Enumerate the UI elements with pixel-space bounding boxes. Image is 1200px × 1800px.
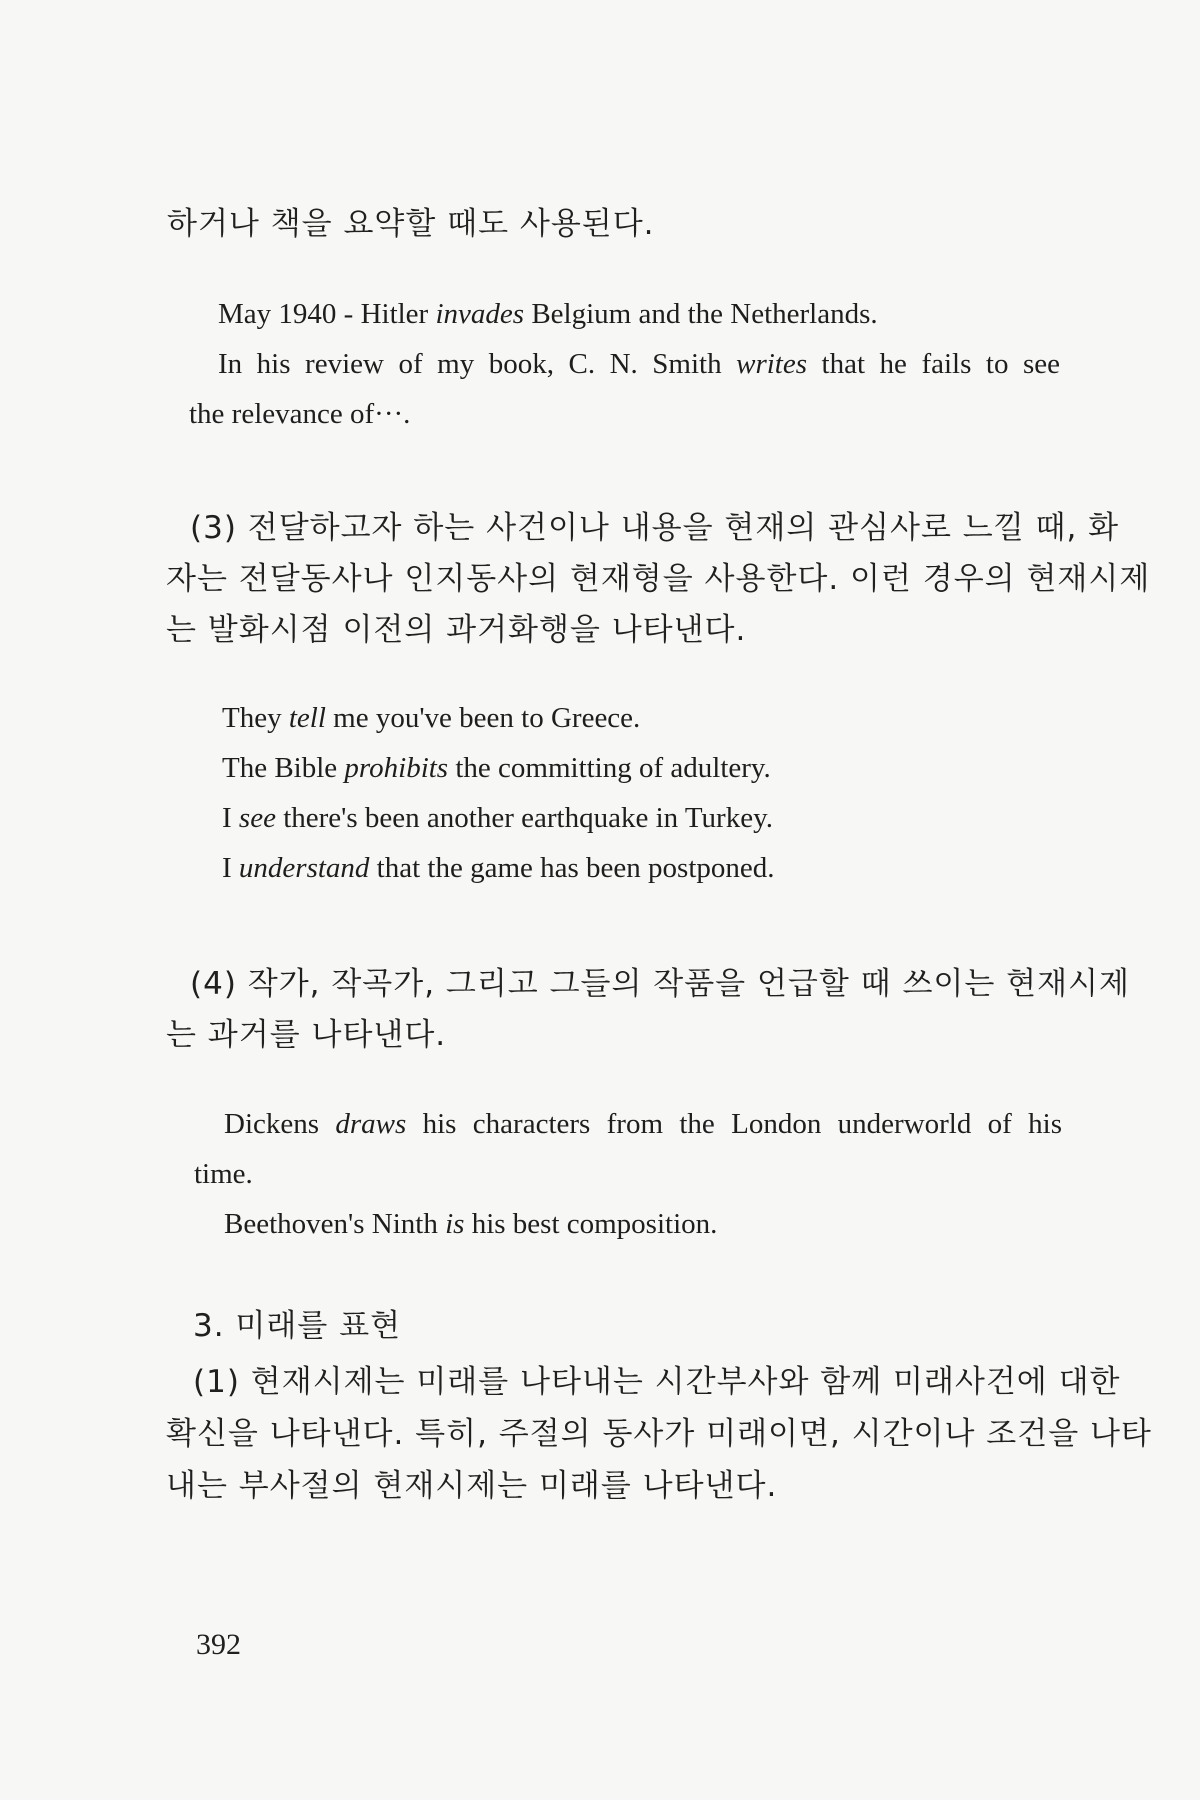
example-text: The Bible [222, 752, 345, 784]
future-line1: (1) 현재시제는 미래를 나타내는 시간부사와 함께 미래사건에 대한 [193, 1364, 1121, 1400]
example-review-cont: the relevance of···. [189, 398, 411, 430]
example-text: In his review of my book, C. N. Smith [218, 348, 737, 380]
example-greece [222, 702, 640, 735]
example-text: They [222, 702, 289, 734]
example-verb: draws [335, 1108, 407, 1140]
example-verb: prohibits [344, 752, 449, 784]
example-verb: see [238, 802, 276, 834]
example-text: I [222, 802, 239, 834]
example-hitler [218, 298, 878, 331]
example-bible [222, 752, 771, 785]
example-turkey [222, 802, 773, 835]
example-review [218, 348, 1060, 381]
section3-line2: 자는 전달동사나 인지동사의 현재형을 사용한다. 이런 경우의 현재시제 [166, 561, 1151, 597]
example-text: May 1940 - Hitler [218, 298, 436, 330]
future-line3: 내는 부사절의 현재시제는 미래를 나타낸다. [166, 1468, 778, 1504]
example-text: there's been another earthquake in Turkey. [275, 802, 773, 834]
example-game [222, 852, 775, 885]
example-text: the committing of adultery. [448, 752, 771, 784]
example-text: me you've been to Greece. [325, 702, 641, 734]
example-text: I [222, 852, 239, 884]
section3-line1: (3) 전달하고자 하는 사건이나 내용을 현재의 관심사로 느낄 때, 화 [190, 510, 1120, 546]
example-verb: understand [238, 852, 370, 884]
example-text: his characters from the London underworld of his [406, 1108, 1063, 1140]
example-text: that he fails to see [807, 348, 1060, 380]
intro-line: 하거나 책을 요약할 때도 사용된다. [167, 206, 655, 242]
page-number: 392 [196, 1628, 241, 1661]
example-dickens [224, 1108, 1062, 1141]
example-verb: writes [736, 348, 808, 380]
section-heading-future: 3. 미래를 표현 [193, 1308, 402, 1344]
example-text: Beethoven's Ninth [224, 1208, 446, 1240]
example-text: that the game has been postponed. [369, 852, 775, 884]
example-text: his best composition. [464, 1208, 718, 1240]
example-verb: is [445, 1208, 465, 1240]
example-text: Belgium and the Netherlands. [524, 298, 878, 330]
section4-line1: (4) 작가, 작곡가, 그리고 그들의 작품을 언급할 때 쓰이는 현재시제 [190, 966, 1130, 1002]
section4-line2: 는 과거를 나타낸다. [166, 1017, 447, 1053]
example-verb: tell [288, 702, 326, 734]
section3-line3: 는 발화시점 이전의 과거화행을 나타낸다. [166, 612, 747, 648]
example-beethoven [224, 1208, 717, 1241]
example-dickens-cont: time. [194, 1158, 253, 1190]
future-line2: 확신을 나타낸다. 특히, 주절의 동사가 미래이면, 시간이나 조건을 나타 [166, 1416, 1152, 1452]
example-verb: invades [435, 298, 525, 330]
example-text: Dickens [224, 1108, 336, 1140]
